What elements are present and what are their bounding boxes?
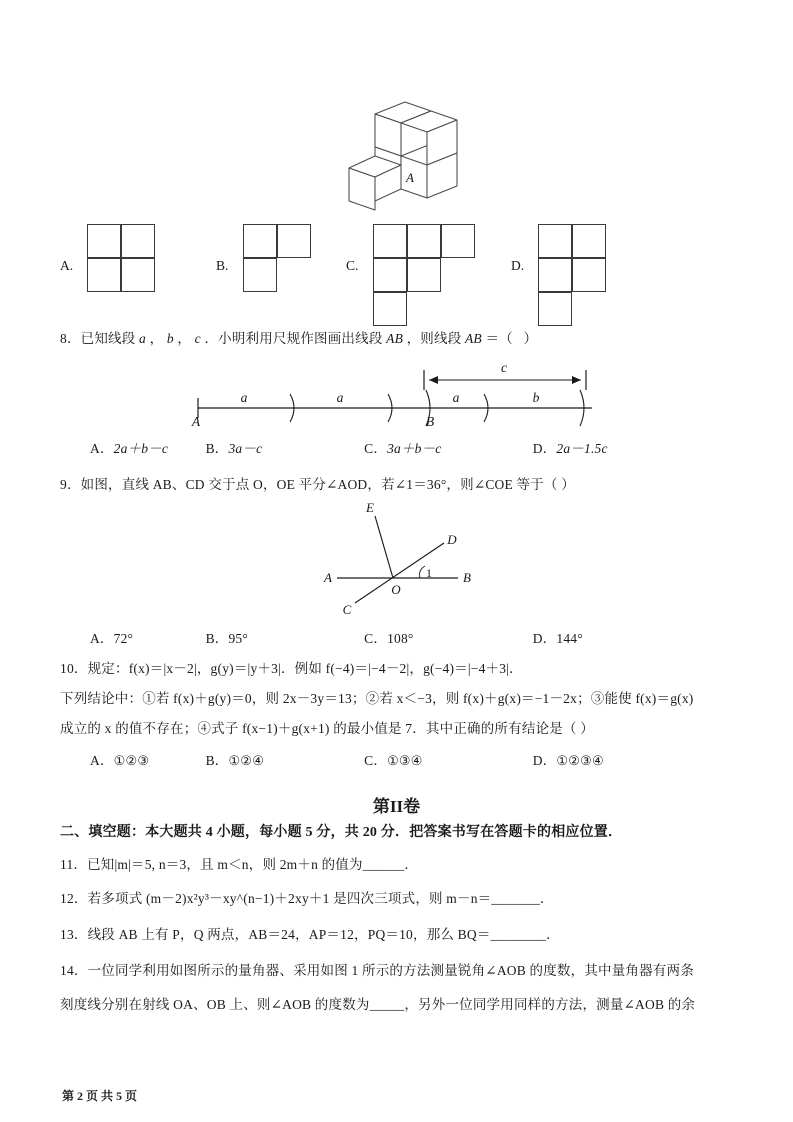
question-12 [60,892,750,906]
q9-option-B-text: 95° [228,631,248,646]
cube-stack-figure [330,92,475,222]
seg-label-a3: a [452,390,460,405]
seg-label-a2: a [336,390,344,405]
angle-label-C: C [342,602,352,617]
q10-option-C-text: ①③④ [387,753,423,768]
question-10-text-3: 成立的 x 的值不存在；④式子 f(x−1)＋g(x+1) 的最小值是 7．其中正确的所有结论是（ ） [60,721,594,736]
q9-option-A[interactable] [60,632,202,646]
seg-label-A: A [191,414,201,429]
q8-option-C[interactable] [364,442,529,456]
q10-option-A-key: A． [90,753,114,768]
q8-option-B[interactable] [206,442,361,456]
grid-cell [243,258,277,292]
question-9-number: 9． [60,477,81,492]
seg-label-B: B [425,414,435,429]
grid-cell [407,224,441,258]
question-7-options [60,212,733,324]
seg-label-a1: a [240,390,248,405]
grid-cell [121,258,155,292]
section-title: 第II卷 [372,797,421,816]
q10-option-D-key: D． [532,753,557,768]
question-10-options [60,754,750,768]
question-11-number: 11． [60,857,88,872]
question-10-text-1: 规定：f(x)＝|x－2|，g(y)＝|y＋3|．例如 f(−4)＝|−4－2|，g(−4)＝|−4＋3|． [87,661,523,676]
q8-option-C-key: C． [364,441,388,456]
angle-label-E: E [366,500,374,515]
q10-option-A-text: ①②③ [113,753,150,768]
question-8-text: 已知线段 a ， b ， c ．小明利用尺规作图画出线段 AB ，则线段 AB ＝（ ） [80,331,538,346]
q10-option-B-text: ①②④ [228,753,265,768]
q9-option-C[interactable] [364,632,529,646]
q9-option-A-key: A． [90,631,114,646]
question-8-number: 8． [60,331,81,346]
q8-option-A-text: 2a＋b－c [113,441,169,456]
question-9-options [60,632,750,646]
question-9-stem [60,478,750,492]
question-14-line-1 [60,964,750,978]
segment-construction-figure [180,358,600,430]
grid-cell [87,224,121,258]
question-13-text: 线段 AB 上有 P，Q 两点，AB＝24，AP＝12，PQ＝10，那么 BQ＝________． [87,927,560,942]
grid-cell [572,258,606,292]
question-14-line-2 [60,998,750,1012]
question-10-number: 10． [60,661,88,676]
grid-cell [538,292,572,326]
question-10-line-3 [60,722,750,736]
question-10-line-2 [60,692,750,706]
q9-option-C-text: 108° [387,631,414,646]
angle-label-A: A [324,570,332,585]
seg-label-c: c [501,360,507,375]
angle-label-O: O [391,582,401,597]
q8-option-A-key: A． [90,441,114,456]
grid-cell [121,224,155,258]
grid-cell [538,224,572,258]
question-12-text: 若多项式 (m－2)x²y³－xy^(n−1)＋2xy＋1 是四次三项式，则 m－n＝_______． [87,891,554,906]
section-instruction: 二、填空题：本大题共 4 小题，每小题 5 分，共 20 分．把答案书写在答题卡的相应位置． [60,825,623,840]
grid-cell [538,258,572,292]
option-C-label: C. [346,258,359,273]
q8-option-D-key: D． [532,441,557,456]
question-14-text-2: 刻度线分别在射线 OA、OB 上、则∠AOB 的度数为_____，另外一位同学用同样的方法，测量∠AOB 的余 [60,997,696,1012]
seg-label-b: b [532,390,540,405]
question-12-number: 12． [60,891,88,906]
q10-option-B[interactable] [206,754,361,768]
question-9-text: 如图，直线 AB、CD 交于点 O，OE 平分∠AOD，若∠1＝36°，则∠COE 等于（ ） [80,477,575,492]
grid-cell [277,224,311,258]
grid-cell [243,224,277,258]
q9-option-B[interactable] [206,632,361,646]
q9-option-D-key: D． [532,631,557,646]
question-13 [60,928,750,942]
grid-cell [373,258,407,292]
segment-figure-svg [180,358,600,430]
option-D-label: D. [511,258,525,273]
q8-option-B-text: 3a－c [228,441,263,456]
grid-cell [373,292,407,326]
grid-cell [87,258,121,292]
option-A-label: A. [60,258,74,273]
question-10-text-2: 下列结论中：①若 f(x)＋g(y)＝0，则 2x－3y＝13；②若 x＜−3，则 f(x)＋g(x)＝−1－2x；③能使 f(x)＝g(x) [60,691,694,706]
angle-label-1: 1 [426,566,432,580]
question-11-text: 已知|m|＝5, n＝3，且 m＜n，则 2m＋n 的值为______． [87,857,419,872]
q10-option-B-key: B． [205,753,229,768]
question-13-number: 13． [60,927,88,942]
page-footer: 第 2 页 共 5 页 [62,1089,138,1103]
grid-cell [441,224,475,258]
q8-option-C-text: 3a＋b－c [387,441,442,456]
q10-option-A[interactable] [60,754,202,768]
q10-option-D[interactable] [533,754,604,768]
question-11 [60,858,750,872]
question-8-stem [60,332,750,346]
q9-option-D-text: 144° [556,631,583,646]
option-B-label: B. [216,258,229,273]
cube-label-A: A [406,170,414,185]
question-10-line-1 [60,662,750,676]
angle-figure [292,498,507,624]
q8-option-B-key: B． [205,441,229,456]
q9-option-B-key: B． [205,631,229,646]
q8-option-D[interactable] [533,442,608,456]
q10-option-C[interactable] [364,754,529,768]
q10-option-C-key: C． [364,753,388,768]
angle-figure-svg [292,498,507,624]
cube-stack-svg [330,92,475,222]
angle-label-D: D [447,532,457,547]
grid-cell [572,224,606,258]
question-14-number: 14． [60,963,88,978]
q8-option-A[interactable] [60,442,202,456]
q9-option-A-text: 72° [113,631,134,646]
question-8-options [60,442,750,456]
grid-cell [407,258,441,292]
q9-option-C-key: C． [364,631,388,646]
grid-cell [373,224,407,258]
question-14-text-1: 一位同学利用如图所示的量角器、采用如图 1 所示的方法测量锐角∠AOB 的度数，其中量角器有两条 [87,963,694,978]
angle-label-B: B [463,570,471,585]
q9-option-D[interactable] [533,632,583,646]
q8-option-D-text: 2a－1.5c [556,441,608,456]
q10-option-D-text: ①②③④ [556,753,604,768]
